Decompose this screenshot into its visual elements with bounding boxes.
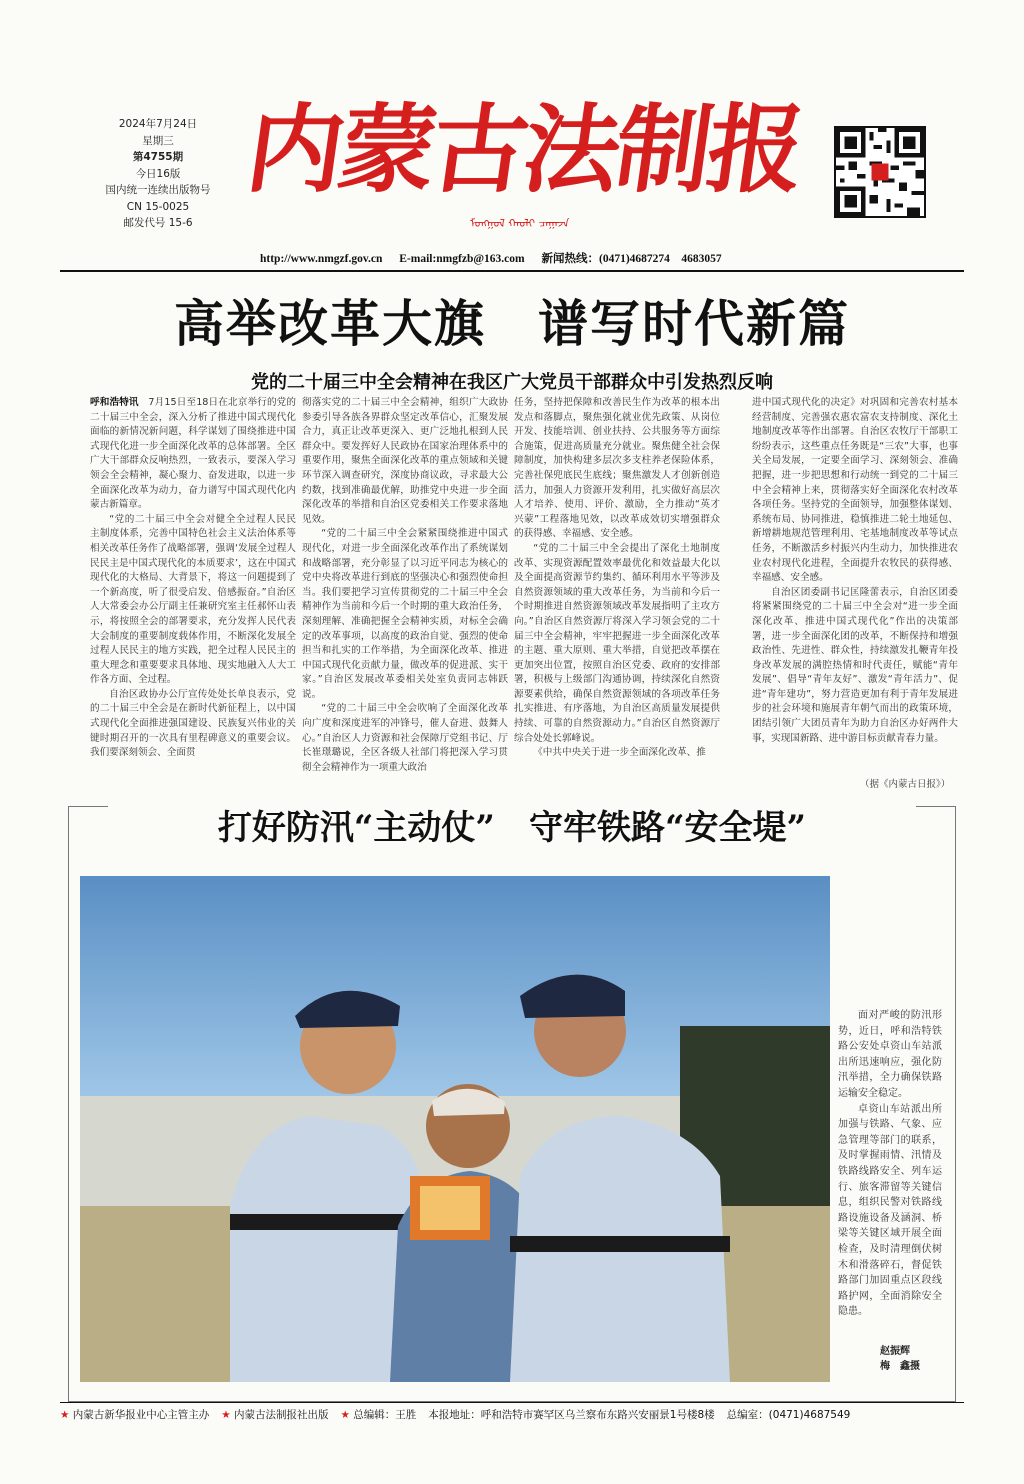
mongolian-logo: ᠮᠣᠩᠭᠣᠯ ᠬᠠᠤᠯᠢ ᠴᠠᠭᠠᠵᠠ xyxy=(470,217,570,230)
contact-line xyxy=(260,250,736,266)
article-paragraph: “党的二十届三中全会吹响了全面深化改革向广度和深度进军的冲锋号，催人奋进、鼓舞人心。”自治区人力资源和社会保障厅党组书记、厅长崔璟璐说，全区各级人社部门将把深入学习贯彻全会精神作为一项重大政治 xyxy=(302,703,508,773)
star-icon: ★ xyxy=(221,1408,231,1421)
postal-code: 邮发代号 15-6 xyxy=(123,217,193,229)
credit-photographer: 梅 鑫摄 xyxy=(880,1361,920,1372)
footer-item: ★ 内蒙古新华报业中心主管主办 xyxy=(60,1408,210,1421)
website-link[interactable]: http://www.nmgzf.gov.cn xyxy=(260,253,383,265)
photo-headline: 打好防汛“主动仗” 守牢铁路“安全堤” xyxy=(108,800,916,856)
photo-caption xyxy=(838,1008,942,1320)
newspaper-logo: 内蒙古法制报 xyxy=(240,93,809,206)
cn-number: CN 15-0025 xyxy=(126,200,190,213)
article-paragraph: 自治区政协办公厅宣传处处长单良表示，党的二十届三中全会是在新时代新征程上，以中国式现代化全面推进强国建设、民族复兴伟业的关键时期召开的一次具有里程碑意义的重要会议。我们要深刻领会、全面贯 xyxy=(90,688,296,759)
issue-date: 2024年7月24日 xyxy=(118,118,198,130)
masthead-info xyxy=(88,116,228,232)
article-byline: 呼和浩特讯 xyxy=(90,397,139,408)
footer-divider xyxy=(60,1402,964,1403)
article-paragraph: 自治区团委副书记匡隆蕾表示，自治区团委将紧紧围绕党的二十届三中全会对“进一步全面深化改革、推进中国式现代化”作出的决策部署，进一步全面深化团的改革，不断保持和增强政治性、先进性、群众性，持续激发扎鞭青年投身改革发展的满腔热情和时代责任，赋能“青年发展”、倡导“青年友好”、激发“青年活力”、促进“青年建功”，努力营造更加有利于青年发展进步的社会环境和施展青年朝气而出的政策环境，团结引领广大团员青年为助力自治区办好两件大事，实现国新路、进中游目标贡献青春力量。 xyxy=(752,586,958,744)
article-column-3 xyxy=(514,396,720,788)
footer-item: ★ 内蒙古法制报社出版 xyxy=(221,1408,329,1421)
masthead-divider xyxy=(60,270,964,272)
article-paragraph: 《中共中央关于进一步全面深化改革、推 xyxy=(533,747,706,759)
footer xyxy=(60,1404,964,1424)
credit-reporter: 赵振辉 xyxy=(880,1346,910,1357)
article-column-2 xyxy=(302,396,508,788)
article-column-1 xyxy=(90,396,296,788)
serial-label: 国内统一连续出版物号 xyxy=(105,184,211,196)
lead-headline: 高举改革大旗 谱写时代新篇 xyxy=(174,294,850,353)
article-paragraph: “党的二十届三中全会提出了深化土地制度改革、实现资源配置效率最优化和效益最大化以及全面提高资源节约集约、循环利用水平等涉及自然资源领域的重大改革任务，为当前和今后一个时期推进自然资源领域改革发展指明了主攻方向。”自治区自然资源厅将深入学习领会党的二十届三中全会精神，牢牢把握进一步全面深化改革的主题、重大原则、重大举措，自觉把改革摆在更加突出位置，按照自治区党委、政府的安排部署，积极与上级部门沟通协调，持续深化自然资源要素供给，确保自然资源领域的各项改革任务扎实推进、有序落地，为自治区高质量发展提供持续、可靠的自然资源动力。”自治区自然资源厅综合处处长郭峰说。 xyxy=(514,542,720,744)
footer-item: ★ 总编辑：王胜 xyxy=(340,1408,417,1421)
article-paragraph: “党的二十届三中全会紧紧围绕推进中国式现代化，对进一步全面深化改革作出了系统谋划和战略部署，充分彰显了以习近平同志为核心的党中央将改革进行到底的坚强决心和强烈使命担当。我们要把学习宣传贯彻党的二十届三中全会精神作为当前和今后一个时期的重大政治任务，深刻理解、准确把握全会精神实质，对标全会确定的改革事项，以高度的政治自觉、强烈的使命担当和扎实的工作举措，为全面深化改革、推进中国式现代化贡献力量，做改革的促进派、实干家。”自治区发展改革委相关处室负责同志韩跃说。 xyxy=(302,528,508,700)
article-paragraph: “党的二十届三中全会对健全全过程人民民主制度体系，完善中国特色社会主义法治体系等相关改革任务作了战略部署，强调‘发展全过程人民民主是中国式现代化的本质要求’，这在中国式现代化的大格局、大背景下，将这一问题提到了一个新高度，听了很受启发、倍感振奋。”自治区人大常委会办公厅副主任兼研究室主任郝怀山表示，将按照全会的部署要求，充分发挥人民代表大会制度的重要制度载体作用，不断深化发展全过程人民民主的地方实践，把全过程人民民主的重大理念和重要要求具体地、现实地融入人大工作各方面、全过程。 xyxy=(90,513,296,686)
email-link[interactable]: E-mail:nmgfzb@163.com xyxy=(399,253,525,265)
star-icon: ★ xyxy=(60,1408,70,1421)
photo-credit xyxy=(880,1344,920,1374)
issue-weekday: 星期三 xyxy=(142,134,174,147)
article-source: （据《内蒙古日报》） xyxy=(860,779,951,790)
article-paragraph: 任务，坚持把保障和改善民生作为改革的根本出发点和落脚点，聚焦强化就业优先政策、从岗位开发、技能培训、创业扶持、公共服务等方面综合施策，促进高质量充分就业。聚焦健全社会保障制度，加快构建多层次多支柱养老保险体系，完善社保兜底民生底线；聚焦激发人才创新创造活力，加强人力资源开发利用，扎实做好高层次人才培养、使用、评价、激励，全力推动“英才兴蒙”工程落地见效，以改革成效切实增强群众的获得感、幸福感、安全感。 xyxy=(514,397,720,540)
caption-paragraph: 面对严峻的防汛形势，近日，呼和浩特铁路公安处卓资山车站派出所迅速响应，强化防汛举措，全力确保铁路运输安全稳定。 xyxy=(838,1010,942,1099)
footer-address: 本报地址：呼和浩特市赛罕区乌兰察布东路兴安丽景1号楼8楼 xyxy=(428,1408,715,1421)
article-paragraph: 彻落实党的二十届三中全会精神，组织广大政协参委引导各族各界群众坚定改革信心，汇聚发展合力，真正让改革更深入、更广泛地扎根到人民群众中。要发挥好人民政协在国家治理体系中的重要作用，聚焦全面深化改革的重点领域和关键环节深入调查研究，深度协商议政，寻求最大公约数，找到准确最优解，助推党中央进一步全面深化改革的举措和自治区党委相关工作要求落地见效。 xyxy=(302,397,508,525)
star-icon: ★ xyxy=(340,1408,350,1421)
article-paragraph: 进中国式现代化的决定》对巩固和完善农村基本经营制度、完善强农惠农富农支持制度、深化土地制度改革等作出部署。自治区农牧厅干部职工纷纷表示，这些重点任务既是“三农”大事，也事关全局发展，一定要全面学习、深刻领会、准确把握，进一步把思想和行动统一到党的二十届三中全会精神上来，贯彻落实好全面深化农村改革各项任务。坚持党的全面领导，加强整体谋划、系统布局、协同推进，稳慎推进二轮土地延包、新增耕地规范管理利用、宅基地制度改革等试点任务，不断激活乡村振兴内生动力，加快推进农业农村现代化进程，全面提升农牧民的获得感、幸福感、安全感。 xyxy=(752,397,958,584)
article-paragraph: 7月15日至18日在北京举行的党的二十届三中全会，深入分析了推进中国式现代化面临的新情况新问题，科学谋划了围绕推进中国式现代化进一步全面深化改革的总体部署。全区广大干部群众反响热烈，一致表示，要深入学习领会全会精神，凝心聚力、奋发进取，以进一步全面深化改革为动力，奋力谱写中国式现代化内蒙古新篇章。 xyxy=(90,397,296,511)
page-count: 今日16版 xyxy=(135,167,181,180)
lead-subheadline: 党的二十届三中全会精神在我区广大党员干部群众中引发热烈反响 xyxy=(251,372,773,393)
issue-number: 第4755期 xyxy=(132,151,184,163)
article-column-4 xyxy=(752,396,958,770)
news-hotline: 新闻热线：(0471)4687274 4683057 xyxy=(541,253,722,265)
caption-paragraph: 卓资山车站派出所加强与铁路、气象、应急管理等部门的联系，及时掌握雨情、汛情及铁路线路安全、列车运行、旅客滞留等关键信息，组织民警对铁路线路设施设备及涵洞、桥梁等关键区域开展全面检查，及时清理倒伏树木和滑落碎石，督促铁路部门加固重点区段线路护网，全面消除安全隐患。 xyxy=(838,1103,942,1318)
news-photo[interactable] xyxy=(80,876,830,1382)
footer-phone: 总编室：(0471)4687549 xyxy=(726,1408,851,1421)
qr-code-icon[interactable] xyxy=(834,126,926,218)
